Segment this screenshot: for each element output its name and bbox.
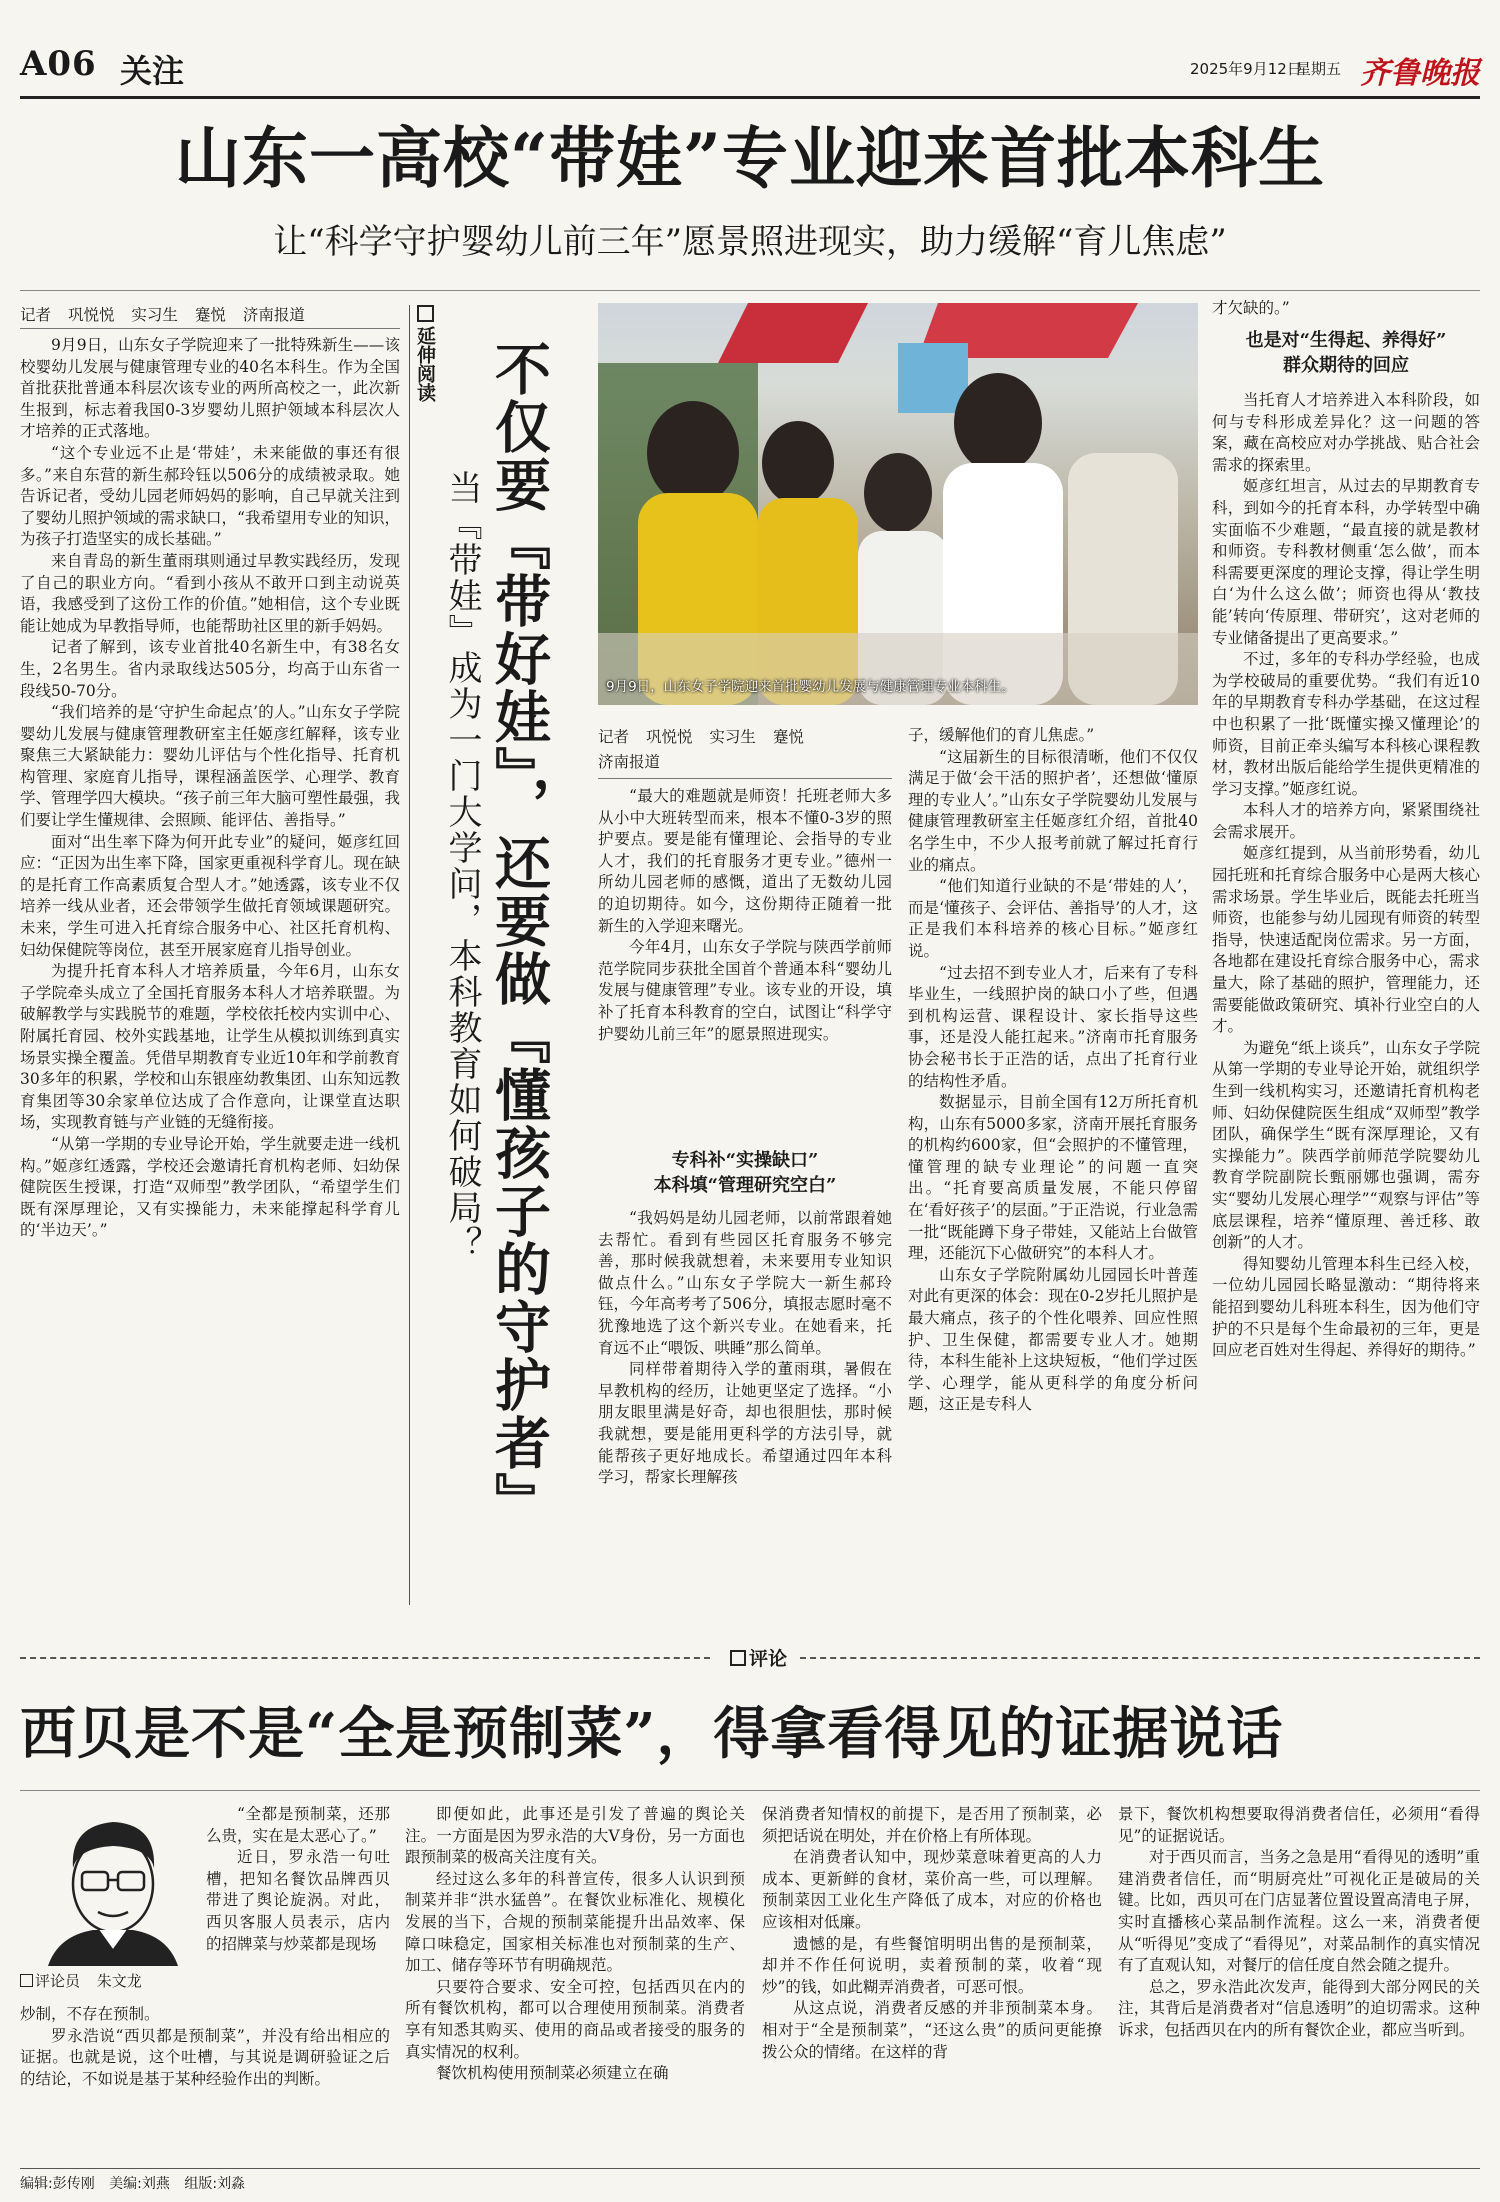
photo-caption: 9月9日，山东女子学院迎来首批婴幼儿发展与健康管理专业本科生。: [606, 679, 1015, 695]
photo-illustration: [598, 303, 1198, 705]
paragraph: “这届新生的目标很清晰，他们不仅仅满足于做‘会干活的照护者’，还想做‘懂原理的专业人’。”山东女子学院婴幼儿发展与健康管理教研室主任姬彦红介绍，首批40名学生中，不少人报考前就了解过托育行业的痛点。: [908, 747, 1198, 874]
paragraph: 为提升托育本科人才培养质量，今年6月，山东女子学院牵头成立了全国托育服务本科人才培养联盟。为破解教学与实践脱节的难题，学校依托校内实训中心、附属托育园、校外实践基地，让学生从模拟训练到真实场景实操全覆盖。凭借早期教育专业近10年和学前教育30多年的积累，学校和山东银座幼教集团、山东知远教育集团等30余家单位达成了合作意向，让课堂直达职场，实现教育链与产业链的无缝衔接。: [20, 962, 400, 1132]
main-subheadline: 让“科学守护婴幼儿前三年”愿景照进现实，助力缓解“育儿焦虑”: [273, 222, 1227, 262]
paragraph: 得知婴幼儿管理本科生已经入校，一位幼儿园园长略显激动：“期待将来能招到婴幼儿科班本科生，因为他们守护的不只是每个生命最初的三年，更是回应老百姓对生得起、养得好的期待。”: [1212, 1254, 1480, 1360]
paragraph: 姬彦红提到，从当前形势看，幼儿园托班和托育综合服务中心是两大核心需求场景。学生毕业后，既能去托班当师资，也能参与幼儿园现有师资的转型指导，快速适配岗位需求。另一方面，各地都在建设托育综合服务中心，需求量大，除了基础的照护，管理能力，还需要能做政策研究、填补行业空白的人才。: [1212, 844, 1480, 1036]
paragraph: “这个专业远不止是‘带娃’，未来能做的事还有很多。”来自东营的新生郝玲钰以506分的成绩被录取。她告诉记者，受幼儿园老师妈妈的影响，自己早就关注到了婴幼儿照护领域的需求缺口，“我希望用专业的知识，为孩子打造坚实的成长基础。”: [20, 443, 400, 549]
byline-role: 实习生: [131, 306, 178, 324]
extended-reading-label: [414, 305, 436, 402]
commentary-headline-rule: [20, 1790, 1480, 1791]
paragraph: “我们培养的是‘守护生命起点’的人。”山东女子学院婴幼儿发展与健康管理教研室主任姬彦红解释，该专业聚焦三大紧缺能力：婴幼儿评估与个性化指导、托育机构管理、家庭育儿指导，课程涵盖医学、心理学、教育学、管理学四大模块。“孩子前三年大脑可塑性最强，我们要让学生懂规律、会照顾、能评估、善指导。”: [20, 703, 400, 830]
feature-photo: [598, 303, 1198, 705]
commentary-icon: [730, 1650, 746, 1666]
author-sketch: [38, 1808, 188, 1966]
page-header: [20, 44, 1480, 92]
paragraph: 为避免“纸上谈兵”，山东女子学院从第一学期的专业导论开始，就组织学生到一线机构实习，还邀请托育机构老师、妇幼保健院医生组成“双师型”教学团队，确保学生“既有深厚理论，又有实操能力”。陕西学前师范学院婴幼儿教育学院副院长甄丽娜也强调，需夯实“婴幼儿发展心理学”“观察与评估”等底层课程，培养“懂原理、善迁移、敢创新”的人才。: [1212, 1038, 1480, 1252]
layout-name: 刘淼: [217, 2176, 246, 2192]
feature-deck: 当『带娃』成为一门大学问，本科教育如何破局？: [442, 470, 482, 1262]
feature-col-c-top: [1212, 298, 1480, 320]
commentary-label: [730, 1644, 787, 1671]
page-number: A06: [20, 44, 97, 84]
paragraph: 在消费者认知中，现炒菜意味着更高的人力成本、更新鲜的食材，菜价高一些，可以理解。预制菜因工业化生产降低了成本，对应的价格也应该相对低廉。: [762, 1848, 1102, 1931]
author-credit: [20, 1970, 200, 1991]
paragraph: “最大的难题就是师资！托班老师大多从小中大班转型而来，根本不懂0-3岁的照护要点。要是能有懂理论、会指导的专业人才，我们的托育服务才更专业。”德州一所幼儿园老师的感慨，道出了无数幼儿园的迫切期待。如今，这份期待正随着一批新生的入学迎来曙光。: [598, 787, 892, 935]
paragraph: 当托育人才培养进入本科阶段，如何与专科形成差异化？这一问题的答案，藏在高校应对办学挑战、贴合社会需求的探索里。: [1212, 391, 1480, 474]
paragraph: “全都是预制菜，还那么贵，实在是太恶心了。”: [206, 1805, 390, 1845]
editor-label: 编辑: [20, 2176, 48, 2192]
paragraph: 从这点说，消费者反感的并非预制菜本身。相对于“全是预制菜”，“还这么贵”的质问更能撩拨公众的情绪。在这样的背: [762, 1999, 1102, 2061]
footer-rule: [20, 2168, 1480, 2169]
paragraph: 姬彦红坦言，从过去的早期教育专科，到如今的托育本科，办学转型中确实面临不少难题，“最直接的就是教材和师资。专科教材侧重‘怎么做’，而本科需要更深度的理论支撑，得让学生明白‘为什么这么做’；师资也得从‘教技能’转向‘传原理、带研究’，这对老师的专业储备提出了更高要求。”: [1212, 477, 1480, 647]
feature-headline: 不仅要『带好娃』，还要做『懂孩子的守护者』: [486, 340, 552, 1530]
byline-name: 巩悦悦: [67, 306, 115, 324]
byline-name: 蹇悦: [772, 728, 804, 746]
paragraph: “从第一学期的专业导论开始，学生就要走进一线机构。”姬彦红透露，学校还会邀请托育机构老师、妇幼保健院医生授课，打造“双师型”教学团队，“希望学生们既有深厚理论，又有实操能力，未来能撑起科学育儿的‘半边天’。”: [20, 1134, 400, 1240]
header-rule: [20, 96, 1480, 99]
paragraph: “过去招不到专业人才，后来有了专科毕业生，一线照护岗的缺口小了些，但遇到机构运营、课程设计、家长指导这些事，还是没人能扛起来。”济南市托育服务协会秘书长于正浩的话，点出了托育行业的结构性矛盾。: [908, 963, 1198, 1090]
feature-col-a-bottom: [598, 1208, 892, 1598]
byline-rule: [598, 778, 892, 779]
dashed-rule-left: [20, 1657, 710, 1659]
editor-name: 彭传刚: [52, 2176, 95, 2192]
paragraph: 今年4月，山东女子学院与陕西学前师范学院同步获批全国首个普通本科“婴幼儿发展与健康管理”专业。该专业的开设，填补了托育本科教育的空白，试图让“科学守护婴幼儿前三年”的愿景照进现实。: [598, 938, 892, 1043]
byline-dateline: 济南报道: [598, 753, 661, 771]
commentary-col-1-top: [206, 1804, 390, 2000]
byline-role: 记者: [598, 728, 630, 746]
paragraph: 子，缓解他们的育儿焦虑。”: [908, 726, 1095, 744]
paragraph: 餐饮机构使用预制菜必须建立在确: [436, 2064, 669, 2083]
feature-subhead-2: 也是对“生得起、养得好” 群众期待的回应: [1245, 330, 1447, 376]
section-name: 关注: [120, 52, 185, 90]
commentary-col-1-bottom: [20, 2004, 390, 2162]
paragraph: 山东女子学院附属幼儿园园长叶普莲对此有更深的体会：现在0-2岁托儿照护是最大痛点，孩子的个性化喂养、回应性照护、卫生保健，都需要专业人才。她期待，本科生能补上这块短板，“他们学过医学、心理学，能从更科学的角度分析问题，这正是专科人: [908, 1265, 1198, 1414]
feature-col-b: [908, 725, 1198, 1597]
paragraph: 罗永浩说“西贝都是预制菜”，并没有给出相应的证据。也就是说，这个吐槽，与其说是调研验证之后的结论，不如说是基于某种经验作出的判断。: [20, 2026, 390, 2088]
byline-rule: [20, 328, 400, 329]
feature-col-c: [1212, 390, 1480, 1598]
dashed-rule-right: [800, 1657, 1480, 1659]
commentary-col-4: [1118, 1804, 1480, 2162]
byline-role: 记者: [20, 306, 52, 324]
layout-label: 组版: [184, 2176, 213, 2192]
designer-name: 刘燕: [141, 2176, 170, 2192]
extended-reading-text: 延伸阅读: [414, 326, 436, 402]
extended-reading-icon: [417, 305, 434, 322]
author-role: 评论员: [35, 1972, 81, 1990]
main-headline: 山东一高校“带娃”专业迎来首批本科生: [175, 119, 1325, 197]
paragraph: 近日，罗永浩一句吐槽，把知名餐饮品牌西贝带进了舆论旋涡。对此，西贝客服人员表示，店内的招牌菜与炒菜都是现场: [206, 1848, 390, 1953]
byline-name: 蹇悦: [194, 306, 226, 324]
byline-dateline: 济南报道: [242, 306, 305, 324]
paragraph: 保消费者知情权的前提下，是否用了预制菜，必须把话说在明处，并在价格上有所体现。: [762, 1805, 1102, 1845]
paragraph: 不过，多年的专科办学经验，也成为学校破局的重要优势。“我们有近10年的早期教育专科办学基础，在这过程中也积累了一批‘既懂实操又懂理论’的师资，目前正牵头编写本科核心课程教材，教材出版后能给学生提供更精准的学习支撑。”姬彦红说。: [1212, 650, 1480, 798]
paragraph: 面对“出生率下降为何开此专业”的疑问，姬彦红回应：“正因为出生率下降，国家更重视科学育儿。现在缺的是托育工作高素质复合型人才。”她透露，该专业不仅培养一线从业者，还会带领学生做托育领域课题研究。未来，学生可进入托育综合服务中心、社区托育机构、妇幼保健院等岗位，甚至开展家庭育儿指导创业。: [20, 832, 400, 959]
commentary-headline: 西贝是不是“全是预制菜”，得拿看得见的证据说话: [20, 1701, 1284, 1767]
paragraph: “他们知道行业缺的不是‘带娃的人’，而是‘懂孩子、会评估、善指导’的人才，这正是我们本科培养的核心目标。”姬彦红说。: [908, 877, 1198, 960]
commentary-col-3: [762, 1804, 1102, 2162]
feature-byline: [598, 725, 898, 777]
paragraph: “我妈妈是幼儿园老师，以前常跟着她去帮忙。看到有些园区托育服务不够完善，那时候我就想着，未来要用专业知识做点什么。”山东女子学院大一新生郝玲钰，今年高考考了506分，填报志愿时毫不犹豫地选了这个新兴专业。在她看来，托育远不止“喂饭、哄睡”那么简单。: [598, 1209, 892, 1357]
column-divider: [409, 305, 410, 1605]
paragraph: 炒制，不存在预制。: [20, 2005, 160, 2023]
paragraph: 对于西贝而言，当务之急是用“看得见的透明”重建消费者信任，而“明厨亮灶”可视化正是破局的关键。比如，西贝可在门店显著位置设置高清电子屏，实时直播核心菜品制作流程。这么一来，消费者便从“听得见”变成了“看得见”，对菜品制作的真实情况有了直观认知，对餐厅的信任度自然会随之提升。: [1118, 1848, 1480, 1975]
byline-name: 巩悦悦: [645, 728, 693, 746]
paragraph: 同样带着期待入学的董雨琪，暑假在早教机构的经历，让她更坚定了选择。“小朋友眼里满是好奇，却也很胆怯，那时候我就想，要是能用更科学的方法引导，就能帮孩子更好地成长。希望通过四年本科学习，帮家长理解孩: [598, 1360, 892, 1487]
paragraph: 本科人才的培养方向，紧紧围绕社会需求展开。: [1212, 801, 1480, 841]
paragraph: 经过这么多年的科普宣传，很多人认识到预制菜并非“洪水猛兽”。在餐饮业标准化、规模化发展的当下，合规的预制菜能提升出品效率、保障口味稳定，国家相关标准也对预制菜的生产、加工、储存等环节有明确规范。: [405, 1869, 745, 1975]
paragraph: 即便如此，此事还是引发了普遍的舆论关注。一方面是因为罗永浩的大V身份，另一方面也跟预制菜的极高关注度有关。: [405, 1805, 745, 1867]
paragraph: 景下，餐饮机构想要取得消费者信任，必须用“看得见”的证据说话。: [1118, 1805, 1480, 1845]
author-name: 朱文龙: [96, 1972, 142, 1990]
feature-subhead-1: 专科补“实操缺口” 本科填“管理研究空白”: [653, 1150, 837, 1196]
designer-label: 美编: [109, 2176, 138, 2192]
commentary-divider: [20, 1648, 1480, 1668]
paragraph: 9月9日，山东女子学院迎来了一批特殊新生——该校婴幼儿发展与健康管理专业的40名本科生。作为全国首批获批普通本科层次该专业的两所高校之一，此次新生报到，标志着我国0-3岁婴幼儿照护领域本科层次人才培养的正式落地。: [20, 336, 400, 441]
paragraph: 记者了解到，该专业首批40名新生中，有38名女生，2名男生。省内录取线达505分，均高于山东省一段线50-70分。: [20, 638, 400, 700]
paragraph: 遗憾的是，有些餐馆明明出售的是预制菜，却并不作任何说明，卖着预制的菜，收着“现炒”的钱，如此糊弄消费者，可恶可恨。: [762, 1934, 1102, 1996]
byline-role: 实习生: [709, 728, 756, 746]
paragraph: 来自青岛的新生董雨琪则通过早教实践经历，发现了自己的职业方向。“看到小孩从不敢开口到主动说英语，我感受到了这份工作的价值。”她相信，这个专业既能让她成为早教指导师，也能帮助社区里的新手妈妈。: [20, 551, 400, 635]
page-footer: 编辑:彭传刚 美编:刘燕 组版:刘淼: [20, 2176, 246, 2192]
author-portrait: [38, 1808, 188, 1966]
issue-date: 2025年9月12日: [1190, 60, 1302, 78]
newspaper-logo: 齐鲁晚报: [1360, 56, 1480, 91]
issue-weekday: 星期五: [1296, 60, 1342, 78]
paragraph: 总之，罗永浩此次发声，能得到大部分网民的关注，其背后是消费者对“信息透明”的迫切需求。这种诉求，包括西贝在内的所有餐饮企业，都应当听到。: [1118, 1977, 1480, 2039]
author-credit-icon: [20, 1974, 33, 1987]
headline-rule: [20, 290, 1480, 291]
main-byline: [20, 303, 400, 327]
paragraph: 只要符合要求、安全可控，包括西贝在内的所有餐饮机构，都可以合理使用预制菜。消费者享有知悉其购买、使用的商品或者接受的服务的真实情况的权利。: [405, 1977, 745, 2061]
feature-col-a-top: [598, 786, 892, 1142]
paragraph: 数据显示，目前全国有12万所托育机构，山东有5000多家，济南开展托育服务的机构约600家，但“会照护的不懂管理，懂管理的缺专业理论”的问题一直突出。“托育要高质量发展，不能只停留在‘看好孩子’的层面。”于正浩说，行业急需一批“既能蹲下身子带娃，又能站上台做管理，还能沉下心做研究”的本科人才。: [908, 1093, 1198, 1263]
commentary-col-2: [405, 1804, 745, 2162]
main-article-body: [20, 335, 400, 1602]
paragraph: 才欠缺的。”: [1212, 299, 1290, 317]
commentary-label-text: 评论: [749, 1648, 788, 1670]
